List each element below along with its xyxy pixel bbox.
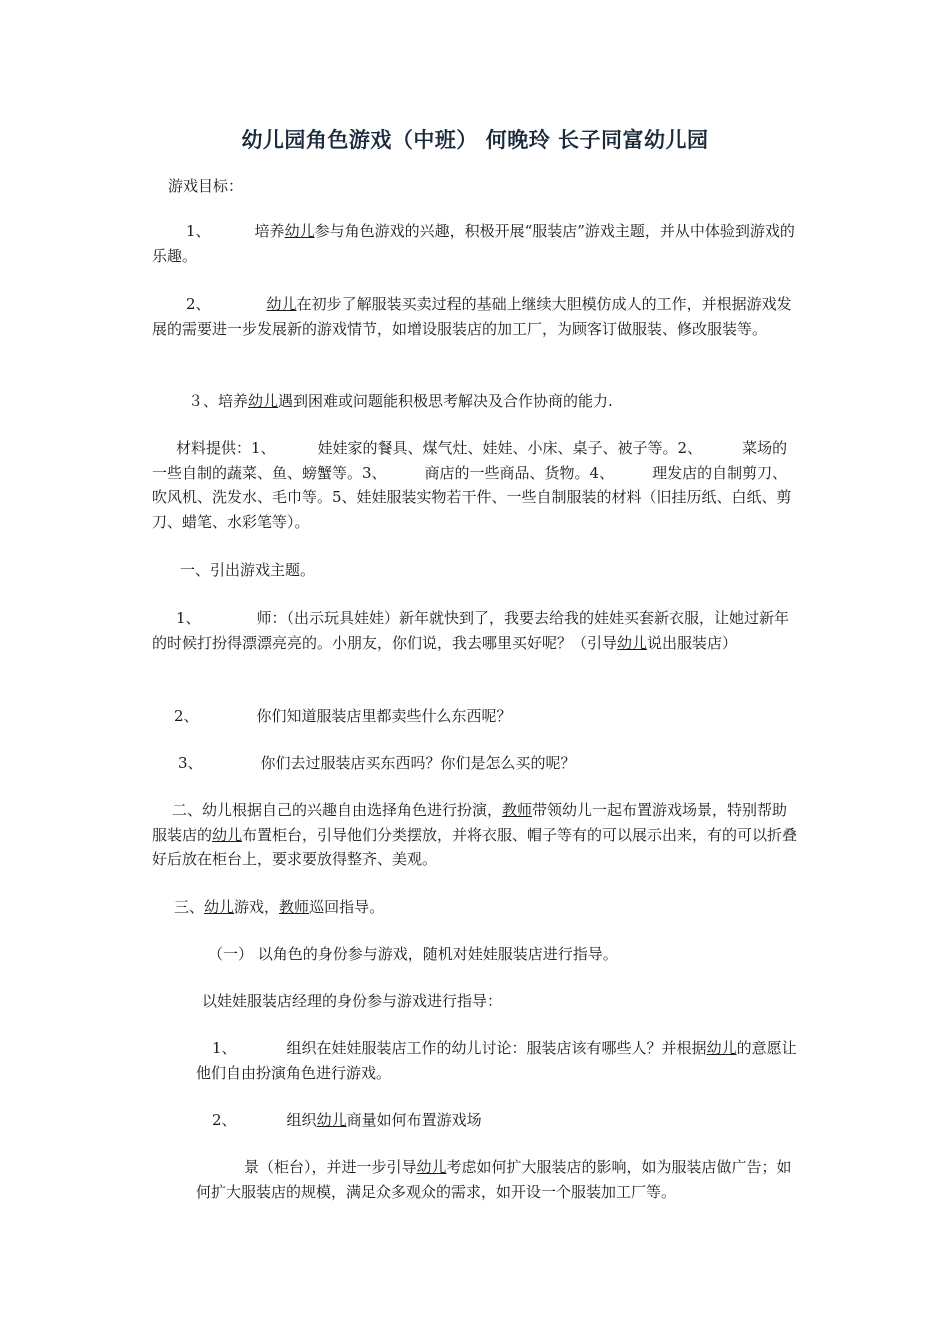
section-3-link-jiaoshi[interactable]: 教师: [279, 898, 310, 916]
section-2-paragraph: [152, 798, 802, 872]
goal-3-text-a: ３、培养: [188, 392, 249, 410]
goals-heading: 游戏目标：: [168, 177, 244, 195]
section-2-text-c: 布置柜台，引导他们分类摆放，并将衣服、帽子等有的可以展示出来，有的可以折叠好后放在柜台上，要求要放得整齐、美观。: [152, 825, 798, 868]
section-1-heading: 一、引出游戏主题。: [180, 561, 316, 579]
goal-1-text-b: 参与角色游戏的兴趣，积极开展“服装店”游戏主题，并从中体验到游戏的乐趣。: [152, 222, 795, 265]
materials-text-c: 菜场的一些自制的蔬菜、鱼、螃蟹等。3、: [152, 439, 788, 482]
goal-1-text-a: 培养: [254, 222, 285, 240]
goal-2-number: 2、: [186, 295, 211, 313]
manager-item-3-text-a: 景（柜台），并进一步引导: [244, 1158, 417, 1176]
section-1-item-1-text-a: 师：（出示玩具娃娃）新年就快到了，我要去给我的娃娃买套新衣服，让她过新年的时候打扮得漂漂亮亮的。小朋友，你们说，我去哪里买好呢？（引导: [152, 609, 790, 652]
manager-item-1-text-b: 的意愿让他们自由扮演角色进行游戏。: [196, 1039, 797, 1082]
section-1-item-3: [152, 751, 802, 776]
goal-2-paragraph: [152, 292, 802, 341]
section-3-text-b: 游戏，: [234, 898, 280, 916]
section-2-link-jiaoshi[interactable]: 教师: [502, 801, 533, 819]
manager-item-1-link-youer[interactable]: 幼儿: [706, 1039, 737, 1057]
section-3-link-youer[interactable]: 幼儿: [204, 898, 235, 916]
section-1-item-1-link-youer[interactable]: 幼儿: [617, 633, 648, 652]
section-1-item-2-number: 2、: [174, 707, 199, 725]
manager-item-3-text-b: 考虑如何扩大服装店的影响，如为服装店做广告；如何扩大服装店的规模，满足众多观众的需求，如开设一个服装加工厂等。: [196, 1158, 792, 1201]
materials-text-e: 理发店的自制剪刀、吹风机、洗发水、毛巾等。5、娃娃服装实物若干件、一些自制服装的材料（旧挂历纸、白纸、剪刀、蜡笔、水彩笔等）。: [152, 463, 792, 531]
materials-paragraph: [152, 436, 802, 534]
manager-item-2-link-youer[interactable]: 幼儿: [316, 1111, 347, 1129]
section-1-item-3-number: 3、: [178, 754, 203, 772]
goal-1-link-youer[interactable]: 幼儿: [284, 222, 315, 240]
section-3-heading: [174, 895, 384, 920]
section-1-item-1-number: 1、: [176, 609, 201, 627]
section-1-item-2-text: 你们知道服装店里都卖些什么东西呢？: [256, 707, 512, 725]
section-1-item-2: [152, 704, 802, 729]
materials-text-b: 娃娃家的餐具、煤气灶、娃娃、小床、桌子、被子等。2、: [317, 439, 703, 457]
goal-3-text-b: 遇到困难或问题能积极思考解决及合作协商的能力.: [278, 392, 613, 410]
section-1-item-1: [152, 606, 802, 655]
goal-3-link-youer[interactable]: 幼儿: [248, 392, 279, 410]
section-1-item-1-text-b: 说出服装店）: [647, 633, 738, 652]
materials-text-d: 商店的一些商品、货物。4、: [424, 463, 615, 482]
document-title: 幼儿园角色游戏（中班） 何晚玲 长子同富幼儿园: [241, 127, 709, 152]
subsection-1-heading: （一） 以角色的身份参与游戏，随机对娃娃服装店进行指导。: [208, 945, 618, 963]
manager-item-2-text-b: 商量如何布置游戏场: [346, 1111, 482, 1129]
manager-item-1: [196, 1036, 802, 1085]
materials-text-a: 材料提供：1、: [176, 439, 276, 457]
manager-item-2: [196, 1108, 802, 1133]
goal-1-paragraph: [152, 219, 802, 268]
manager-item-1-text-a: 组织在娃娃服装店工作的幼儿讨论：服装店该有哪些人？并根据: [286, 1039, 707, 1057]
manager-role-line: 以娃娃服装店经理的身份参与游戏进行指导：: [202, 992, 503, 1010]
goal-3-paragraph: [152, 389, 802, 414]
section-2-text-b: 带领幼儿一起布置游戏场景，特别帮助服装店的: [152, 801, 788, 844]
manager-item-3-link-youer[interactable]: 幼儿: [416, 1158, 447, 1176]
manager-item-2-text-a: 组织: [286, 1111, 317, 1129]
manager-item-1-number: 1、: [212, 1039, 237, 1057]
manager-item-2-continued: [196, 1155, 802, 1204]
section-3-text-a: 三、: [174, 898, 205, 916]
goal-2-text: 在初步了解服装买卖过程的基础上继续大胆模仿成人的工作，并根据游戏发展的需要进一步发展新的游戏情节，如增设服装店的加工厂，为顾客订做服装、修改服装等。: [152, 295, 792, 338]
section-3-text-c: 巡回指导。: [309, 898, 385, 916]
goal-2-link-youer[interactable]: 幼儿: [266, 295, 297, 313]
manager-item-2-number: 2、: [212, 1111, 237, 1129]
section-1-item-3-text: 你们去过服装店买东西吗？你们是怎么买的呢？: [260, 754, 576, 772]
section-2-text-a: 二、幼儿根据自己的兴趣自由选择角色进行扮演，: [172, 801, 503, 819]
goal-1-number: 1、: [186, 222, 211, 240]
section-2-link-youer[interactable]: 幼儿: [212, 825, 243, 844]
